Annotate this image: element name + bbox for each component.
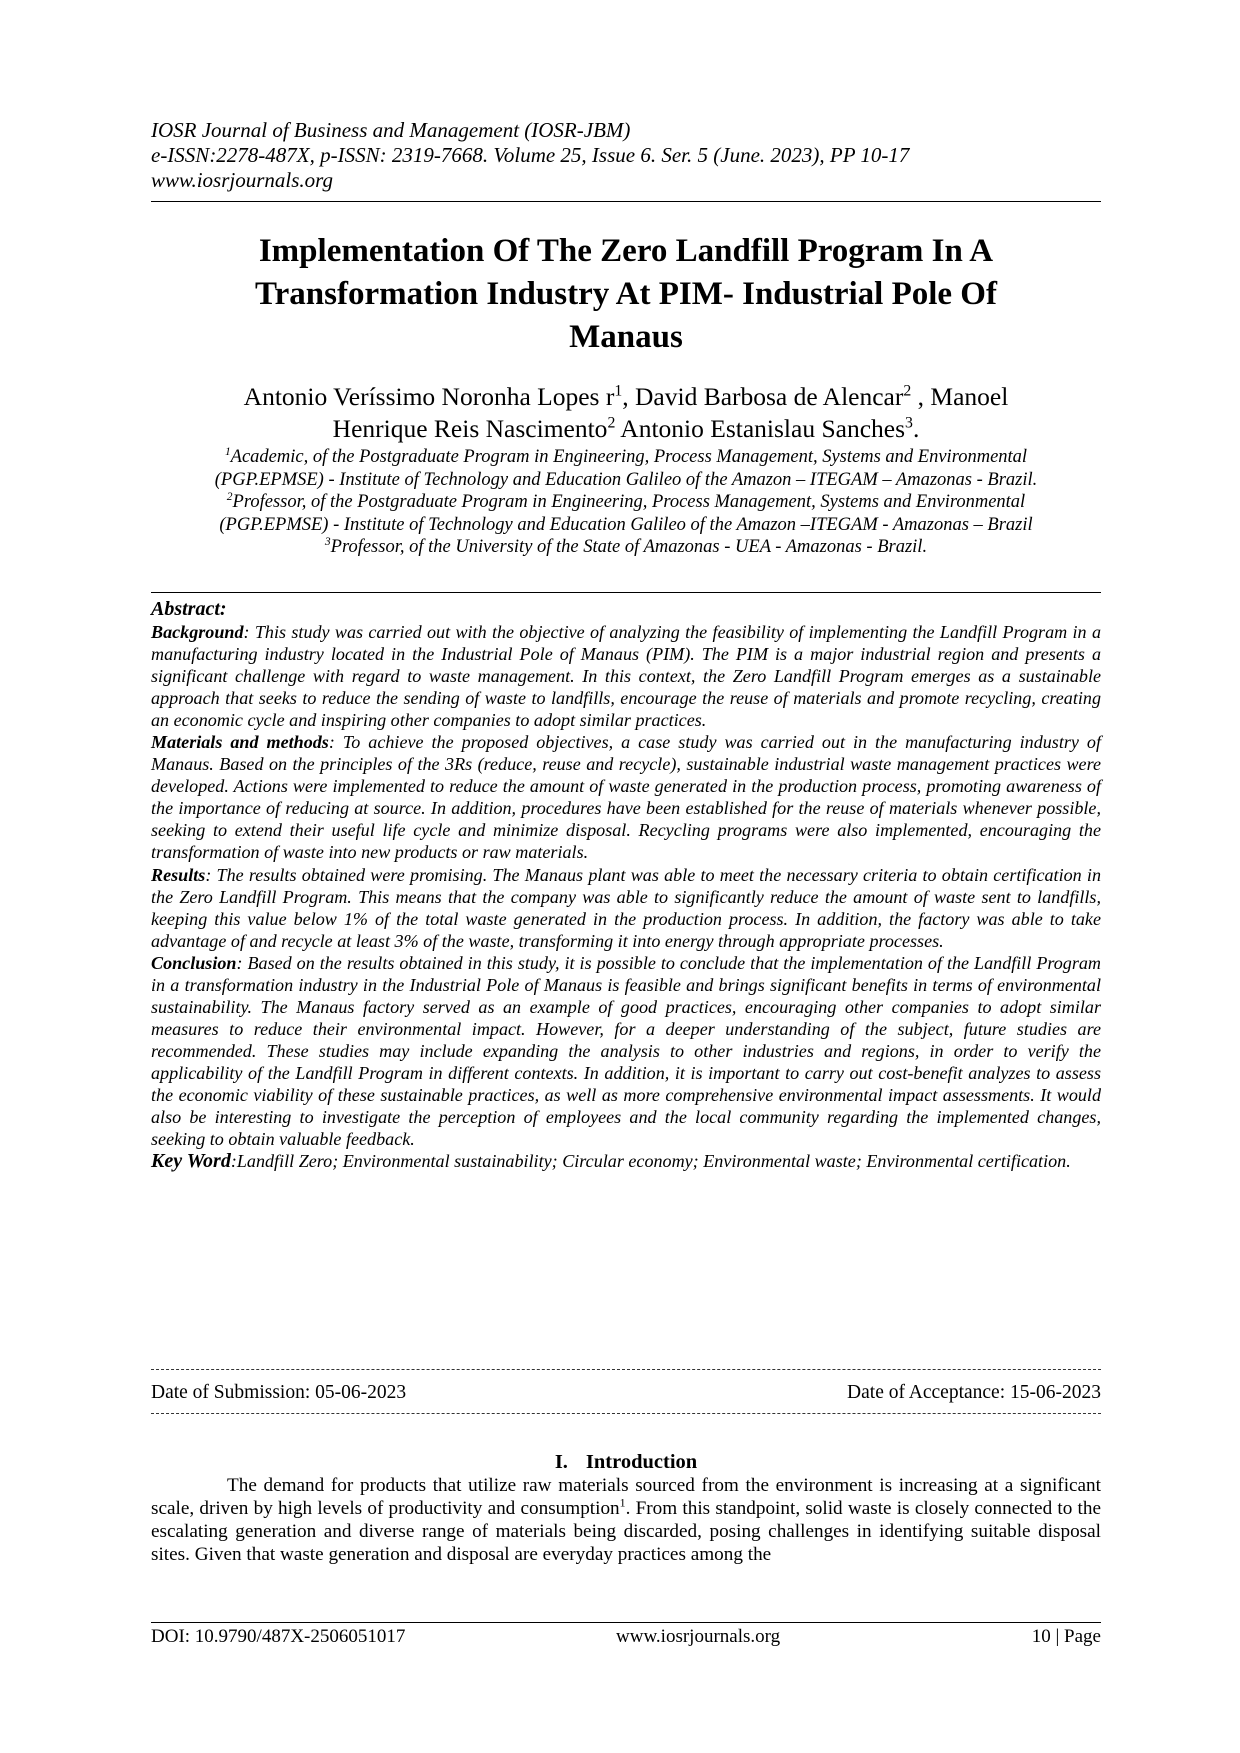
submission-date: Date of Submission: 05-06-2023 — [151, 1382, 407, 1403]
affiliation-line — [151, 536, 1101, 559]
introduction-paragraph — [151, 1474, 1101, 1566]
author-name: Henrique Reis Nascimento — [332, 414, 608, 443]
journal-issn-line: e-ISSN:2278-487X, p-ISSN: 2319-7668. Volume 25, Issue 6. Ser. 5 (June. 2023), PP 10-17 — [151, 143, 910, 167]
dates-row — [151, 1381, 1101, 1405]
author-name: , David Barbosa de Alencar — [622, 382, 904, 411]
author-name: , Manoel — [911, 382, 1009, 411]
results-text: : The results obtained were promising. The Manaus plant was able to meet the necessary criteria to obtain certification in the Zero Landfill Program. This means that the company was able to significantly reduce the amount of waste sent to landfills, keeping this value below 1% of the total waste generated in the production process. In addition, the factory was able to take advantage of and recycle at least 3% of the waste, transforming it into energy through appropriate processes. — [151, 864, 1101, 951]
dashed-divider-bottom — [151, 1413, 1101, 1414]
conclusion-text: : Based on the results obtained in this study, it is possible to conclude that the implementation of the Landfill Program in a transformation industry in the Industrial Pole of Manaus is feasible and brings significant benefits in terms of environmental sustainability. The Manaus factory served as an example of good practices, encouraging other companies to adopt similar measures to reduce their environmental impact. However, for a deeper understanding of the subject, future studies are recommended. These studies may include expanding the analysis to other industries and regions, in order to verify the applicability of the Landfill Program in different contexts. In addition, it is important to carry out cost-benefit analyzes to assess the economic viability of these sustainable practices, as well as more comprehensive environmental impact assessments. It would also be interesting to investigate the perception of employees and the local community regarding the implemented changes, seeking to obtain valuable feedback. — [151, 952, 1101, 1150]
footer-website: www.iosrjournals.org — [616, 1626, 781, 1647]
affil-text: Academic, of the Postgraduate Program in Engineering, Process Management, Systems and Environmental — [230, 447, 1028, 467]
abstract-results — [151, 864, 1101, 952]
affiliation-line — [151, 491, 1101, 514]
methods-text: : To achieve the proposed objectives, a case study was carried out in the manufacturing industry of Manaus. Based on the principles of the 3Rs (reduce, reuse and recycle), sustainable industrial waste management practices were developed. Actions were implemented to reduce the amount of waste generated in the production process, promoting awareness of the importance of reducing at source. In addition, procedures have been established for the reuse of materials whenever possible, seeking to extend their useful life cycle and minimize disposal. Recycling programs were also implemented, encouraging the transformation of waste into new products or raw materials. — [151, 732, 1101, 863]
section-title: Introduction — [585, 1451, 698, 1473]
journal-website: www.iosrjournals.org — [151, 168, 334, 192]
abstract-conclusion — [151, 952, 1101, 1150]
author-list — [151, 381, 1101, 445]
footer-rule — [151, 1622, 1101, 1623]
author-affil-mark: 3 — [905, 414, 913, 432]
section-number: I. — [554, 1451, 568, 1473]
intro-text: . From this standpoint, solid waste is closely connected to the escalating generation and diverse range of materials being discarded, posing challenges in identifying suitable disposal sites. Given that waste generation and disposal are everyday practices among the — [151, 1498, 1101, 1566]
introduction-body — [151, 1474, 1101, 1566]
affiliation-line: (PGP.EPMSE) - Institute of Technology and Education Galileo of the Amazon –ITEGAM - Amazonas – Brazil — [219, 514, 1033, 535]
author-affil-mark: 2 — [903, 382, 912, 400]
author-name: Antonio Estanislau Sanches — [615, 414, 906, 443]
abstract-heading: Abstract: — [151, 598, 227, 620]
abstract-methods — [151, 731, 1101, 863]
footer-doi: DOI: 10.9790/487X-2506051017 — [151, 1626, 406, 1647]
affiliations — [151, 446, 1101, 559]
keyword-label: Key Word — [151, 1150, 231, 1173]
section-heading — [151, 1450, 1101, 1474]
affil-mark: 3 — [324, 535, 331, 548]
title-line: Transformation Industry At PIM- Industrial Pole Of — [255, 276, 997, 312]
abstract-section — [151, 597, 1101, 1172]
affil-text: Professor, of the Postgraduate Program in Engineering, Process Management, Systems and Environmental — [232, 492, 1026, 512]
keyword-text: :Landfill Zero; Environmental sustainability; Circular economy; Environmental waste; Environmental certification. — [230, 1151, 1071, 1172]
author-line-2 — [151, 413, 1101, 445]
abstract-background — [151, 621, 1101, 731]
abstract-rule — [151, 592, 1101, 593]
paper-title — [151, 230, 1101, 359]
affiliation-line — [151, 446, 1101, 469]
acceptance-date: Date of Acceptance: 15-06-2023 — [847, 1382, 1101, 1403]
author-line-1 — [151, 381, 1101, 413]
background-text: : This study was carried out with the objective of analyzing the feasibility of implementing the Landfill Program in a manufacturing industry located in the Industrial Pole of Manaus (PIM). The PIM is a major industrial region and presents a significant challenge with regard to waste management. In this context, the Zero Landfill Program emerges as a sustainable approach that seeks to reduce the sending of waste to landfills, encourage the reuse of materials and promote recycling, creating an economic cycle and inspiring other companies to adopt similar practices. — [151, 622, 1101, 731]
author-end: . — [912, 414, 920, 443]
background-label: Background — [151, 622, 244, 642]
dashed-divider-top — [151, 1369, 1101, 1370]
journal-header — [151, 118, 1101, 193]
citation-mark: 1 — [619, 1495, 626, 1510]
footer-page-number: 10 | Page — [1031, 1626, 1101, 1647]
author-affil-mark: 2 — [607, 414, 616, 432]
title-line: Manaus — [569, 319, 683, 355]
conclusion-label: Conclusion — [151, 952, 237, 973]
author-name: Antonio Veríssimo Noronha Lopes r — [243, 382, 615, 411]
header-rule — [151, 201, 1101, 202]
abstract-keywords — [151, 1150, 1101, 1172]
methods-label: Materials and methods — [151, 732, 329, 753]
author-affil-mark: 1 — [614, 382, 623, 400]
affil-text: Professor, of the University of the State of Amazonas - UEA - Amazonas - Brazil. — [330, 537, 928, 557]
journal-name: IOSR Journal of Business and Management (IOSR-JBM) — [151, 118, 631, 142]
affil-mark: 2 — [226, 490, 233, 503]
title-line: Implementation Of The Zero Landfill Program In A — [258, 233, 994, 269]
affil-mark: 1 — [224, 445, 231, 458]
affiliation-line: (PGP.EPMSE) - Institute of Technology and Education Galileo of the Amazon – ITEGAM – Amazonas - Brazil. — [214, 469, 1038, 490]
results-label: Results — [151, 864, 206, 885]
intro-text: The demand for products that utilize raw materials sourced from the environment is increasing at a significant scale, driven by high levels of productivity and consumption — [151, 1475, 1101, 1520]
